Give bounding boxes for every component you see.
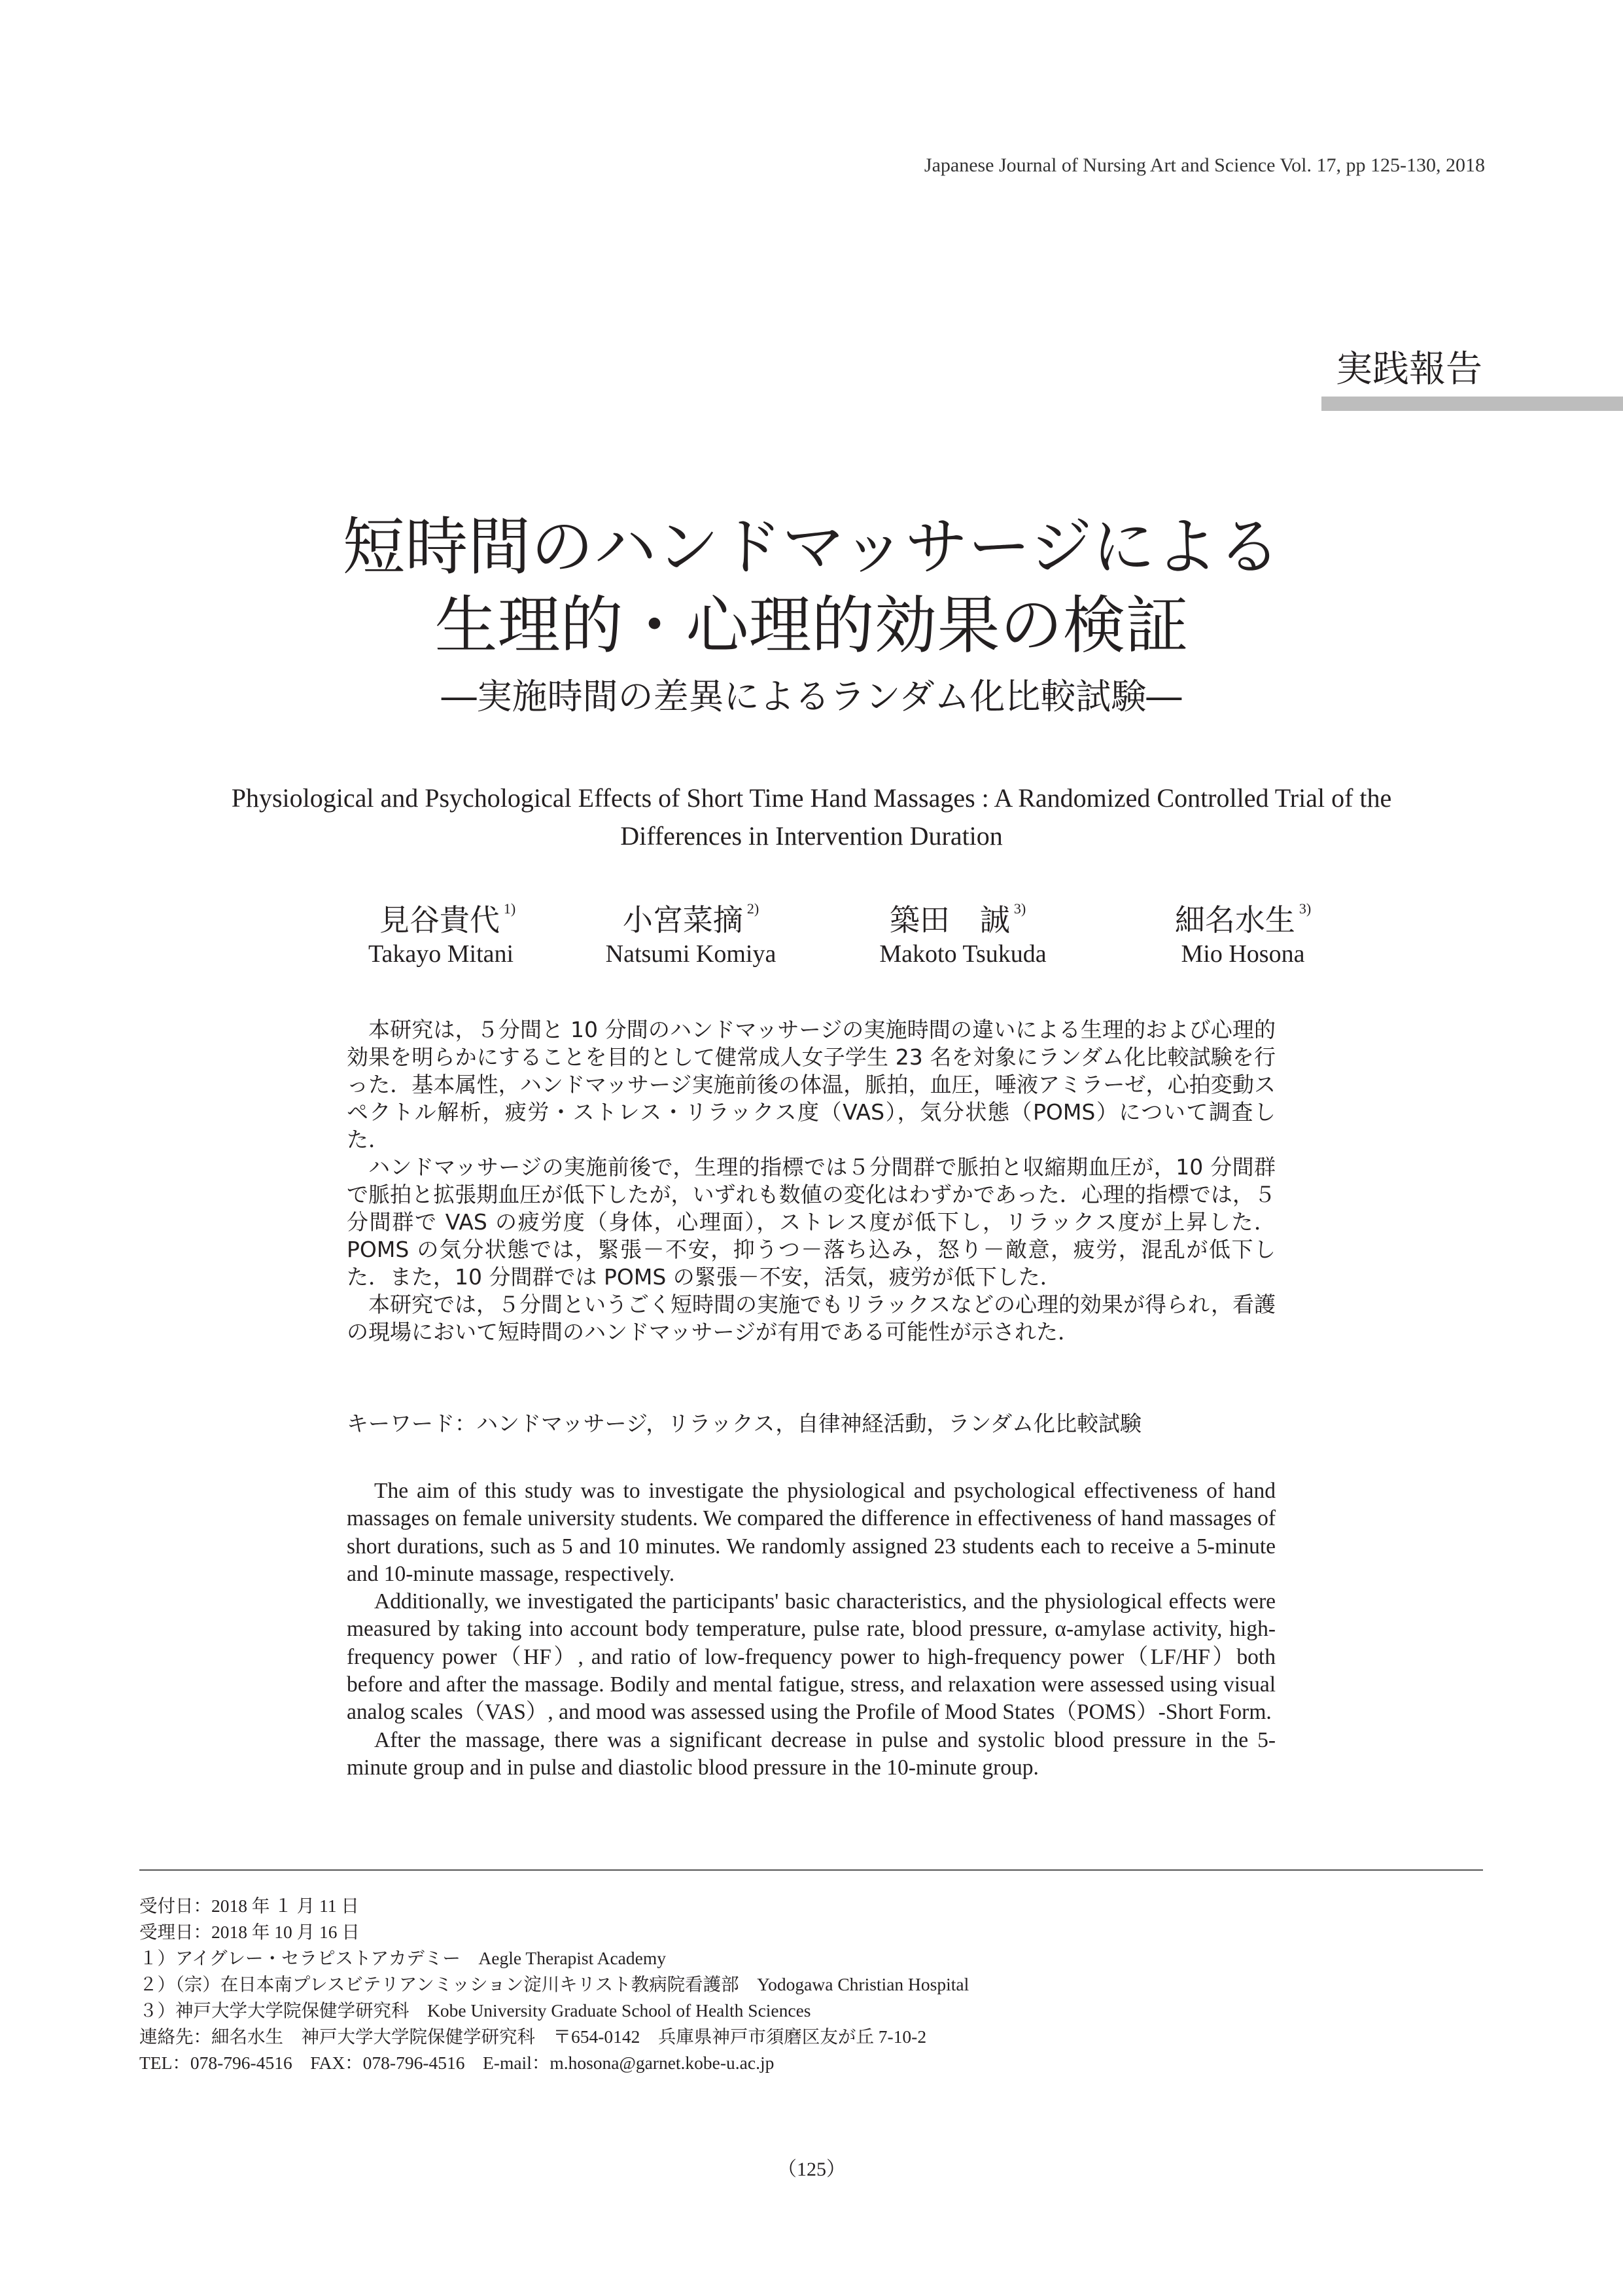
author-jp-2: 小宮菜摘 $^{2)}$	[622, 900, 759, 938]
title-jp-line2: 生理的・心理的効果の検証	[434, 589, 1189, 662]
author-en-4: Mio Hosona	[1181, 940, 1305, 968]
footnote-divider	[139, 1869, 1483, 1871]
author-en-1: Takayo Mitani	[368, 940, 514, 968]
abstract-jp-paragraph: ハンドマッサージの実施前後で，生理的指標では５分間群で脈拍と収縮期血圧が，10 分間群で脈拍と拡張期血圧が低下したが，いずれも数値の変化はわずかであった．心理的指標では，５分間群で VAS の疲労度（身体，心理面），ストレス度が低下し，リラックス度が上昇した．POMS の気分状態では，緊張－不安，抑うつ－落ち込み，怒り－敵意，疲労，混乱が低下した．また，10 分間群では POMS の緊張－不安，活気，疲労が低下した．	[347, 1154, 1276, 1290]
abstract-en-paragraph: After the massage, there was a significant decrease in pulse and systolic blood pressure in the 5-minute group and in pulse and diastolic blood pressure in the 10-minute group.	[347, 1727, 1276, 1780]
journal-header: Japanese Journal of Nursing Art and Science Vol. 17, pp 125-130, 2018	[924, 154, 1485, 176]
article-type-label: 実践報告	[1336, 348, 1482, 391]
author-en-2: Natsumi Komiya	[605, 940, 777, 968]
received-date: 受付日：2018 年 １ 月 11 日	[139, 1896, 359, 1916]
page-number: （125）	[777, 2159, 846, 2180]
keywords: キーワード：ハンドマッサージ，リラックス，自律神経活動，ランダム化比較試験	[347, 1411, 1142, 1436]
affiliation-1: １）アイグレー・セラピストアカデミー Aegle Therapist Academy	[139, 1948, 666, 1968]
author-jp-4: 細名水生 $^{3)}$	[1174, 900, 1312, 938]
affiliation-3: ３）神戸大学大学院保健学研究科 Kobe University Graduate School of Health Sciences	[139, 2000, 811, 2021]
affiliation-2: ２）（宗）在日本南プレスビテリアンミッション淀川キリスト教病院看護部 Yodogawa Christian Hospital	[139, 1974, 969, 1994]
title-en-line2: Differences in Intervention Duration	[620, 821, 1003, 851]
title-jp-line1: 短時間のハンドマッサージによる	[342, 510, 1281, 584]
abstract-jp	[347, 1016, 1276, 1346]
abstract-en-paragraph: Additionally, we investigated the participants' basic characteristics, and the physiological effects were measured by taking into account body temperature, pulse rate, blood pressure, α-amylase activity, high-frequency power（HF）, and ratio of low-frequency power to high-frequency power（LF/HF）both before and after the massage. Bodily and mental fatigue, stress, and relaxation were assessed using visual analog scales（VAS）, and mood was assessed using the Profile of Mood States（POMS）-Short Form.	[347, 1589, 1276, 1725]
abstract-en-paragraph: The aim of this study was to investigate the physiological and psychological effectiveness of hand massages on female university students. We compared the difference in effectiveness of hand massages of short durations, such as 5 and 10 minutes. We randomly assigned 23 students each to receive a 5-minute and 10-minute massage, respectively.	[347, 1479, 1276, 1586]
footnotes	[139, 1893, 1483, 2076]
author-jp-3: 築田 誠 $^{3)}$	[889, 900, 1026, 938]
article-type-bar	[1321, 397, 1623, 411]
abstract-jp-paragraph: 本研究は，５分間と 10 分間のハンドマッサージの実施時間の違いによる生理的および心理的効果を明らかにすることを目的として健常成人女子学生 23 名を対象にランダム化比較試験を行った．基本属性，ハンドマッサージ実施前後の体温，脈拍，血圧，唾液アミラーゼ，心拍変動スペクトル解析，疲労・ストレス・リラックス度（VAS），気分状態（POMS）について調査した．	[347, 1017, 1276, 1152]
author-en-3: Makoto Tsukuda	[879, 940, 1047, 968]
author-jp-1: 見谷貴代 $^{1)}$	[379, 900, 516, 938]
subtitle-jp: ―実施時間の差異によるランダム化比較試験―	[441, 676, 1182, 717]
contact-phone-email: TEL：078-796-4516 FAX：078-796-4516 E-mail：m.hosona@garnet.kobe-u.ac.jp	[139, 2053, 775, 2073]
abstract-jp-paragraph: 本研究では，５分間というごく短時間の実施でもリラックスなどの心理的効果が得られ，看護の現場において短時間のハンドマッサージが有用である可能性が示された．	[347, 1292, 1276, 1345]
title-en-line1: Physiological and Psychological Effects of Short Time Hand Massages : A Randomized Controlled Trial of the	[231, 783, 1392, 813]
contact-address: 連絡先：細名水生 神戸大学大学院保健学研究科 〒654-0142 兵庫県神戸市須磨区友が丘 7-10-2	[139, 2026, 927, 2047]
accepted-date: 受理日：2018 年 10 月 16 日	[139, 1922, 360, 1942]
abstract-en	[347, 1477, 1276, 1782]
